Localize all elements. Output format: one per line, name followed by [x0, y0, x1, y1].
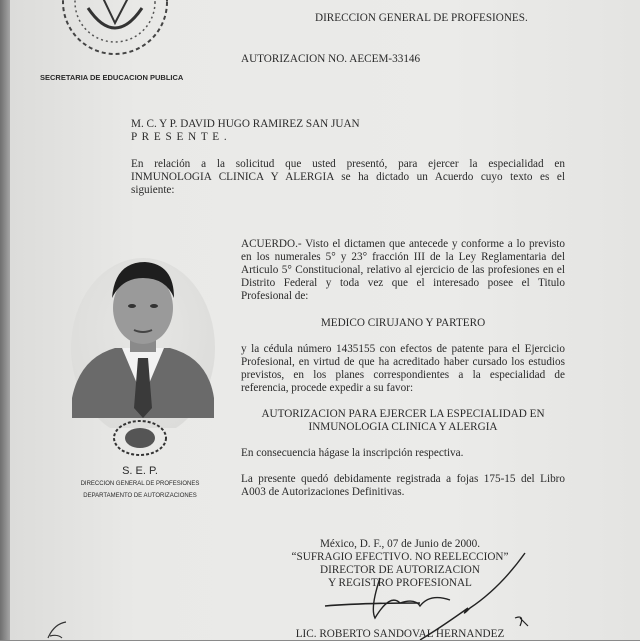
- professional-title: MEDICO CIRUJANO Y PARTERO: [320, 317, 486, 329]
- intro-paragraph: [131, 158, 565, 197]
- acuerdo-paragraph: [241, 238, 565, 303]
- authorization-line: AUTORIZACION PARA EJERCER LA ESPECIALIDAD EN: [261, 408, 545, 420]
- authorization-number: AUTORIZACION NO. AECEM-33146: [241, 53, 421, 65]
- registro-paragraph: [241, 473, 565, 499]
- acuerdo-line: Profesional de:: [241, 290, 309, 302]
- acuerdo-line: Distrito Federal y toda vez que el interesado posee el Titulo: [241, 277, 565, 289]
- stamp-line: DIRECCION GENERAL DE PROFESIONES: [80, 481, 200, 487]
- cedula-line: previstos, en los planes correspondientes a la especialidad de: [241, 369, 565, 381]
- sep-stamp-seal: [110, 420, 170, 460]
- cedula-line: y la cédula número 1435155 con efectos de patente para el Ejercicio: [241, 343, 565, 355]
- mexican-coat-of-arms-seal: [58, 0, 173, 60]
- background-edge: [0, 0, 10, 640]
- registro-line: A003 de Autorizaciones Definitivas.: [241, 486, 405, 498]
- recipient-name: M. C. Y P. DAVID HUGO RAMIREZ SAN JUAN: [131, 118, 360, 130]
- position-line: DIRECTOR DE AUTORIZACION: [320, 564, 480, 576]
- cedula-paragraph: [241, 343, 565, 395]
- place-date: México, D. F., 07 de Junio de 2000.: [319, 538, 481, 550]
- intro-line: siguiente:: [131, 184, 175, 196]
- initial-mark: [44, 620, 74, 640]
- consecuencia-text: En consecuencia hágase la inscripción respectiva.: [241, 447, 464, 459]
- stamp-sep: S. E. P.: [122, 465, 158, 477]
- intro-line: En relación a la solicitud que usted presentó, para ejercer la especialidad en: [131, 158, 565, 170]
- cedula-line: Profesional, en virtud de que ha acreditado haber cursado los estudios: [241, 356, 565, 368]
- department-heading: DIRECCION GENERAL DE PROFESIONES.: [315, 12, 528, 24]
- motto: “SUFRAGIO EFECTIVO. NO REELECCION”: [291, 551, 509, 563]
- presente-label: P R E S E N T E .: [131, 131, 228, 143]
- registro-line: La presente quedó debidamente registrada a fojas 175-15 del Libro: [241, 473, 565, 485]
- position-line: Y REGISTRO PROFESIONAL: [328, 577, 472, 589]
- secretaria-label: SECRETARIA DE EDUCACION PUBLICA: [40, 73, 184, 82]
- portrait-photo: [70, 248, 216, 428]
- intro-line: INMUNOLOGIA CLINICA Y ALERGIA se ha dictado un Acuerdo cuyo texto es el: [131, 171, 565, 183]
- acuerdo-line: Articulo 5° Constitucional, relativo al ejercicio de las profesiones en el: [241, 264, 565, 276]
- cedula-line: referencia, procede expedir a su favor:: [241, 382, 414, 394]
- acuerdo-line: en los numerales 5° y 23° fracción III de la Ley Reglamentaria del: [241, 251, 565, 263]
- authorization-line: INMUNOLOGIA CLINICA Y ALERGIA: [308, 421, 498, 433]
- stamp-line: DEPARTAMENTO DE AUTORIZACIONES: [83, 493, 197, 499]
- acuerdo-line: ACUERDO.- Visto el dictamen que antecede y conforme a lo previsto: [241, 238, 565, 250]
- signature: [320, 548, 550, 640]
- signer-name: LIC. ROBERTO SANDOVAL HERNANDEZ: [295, 628, 505, 640]
